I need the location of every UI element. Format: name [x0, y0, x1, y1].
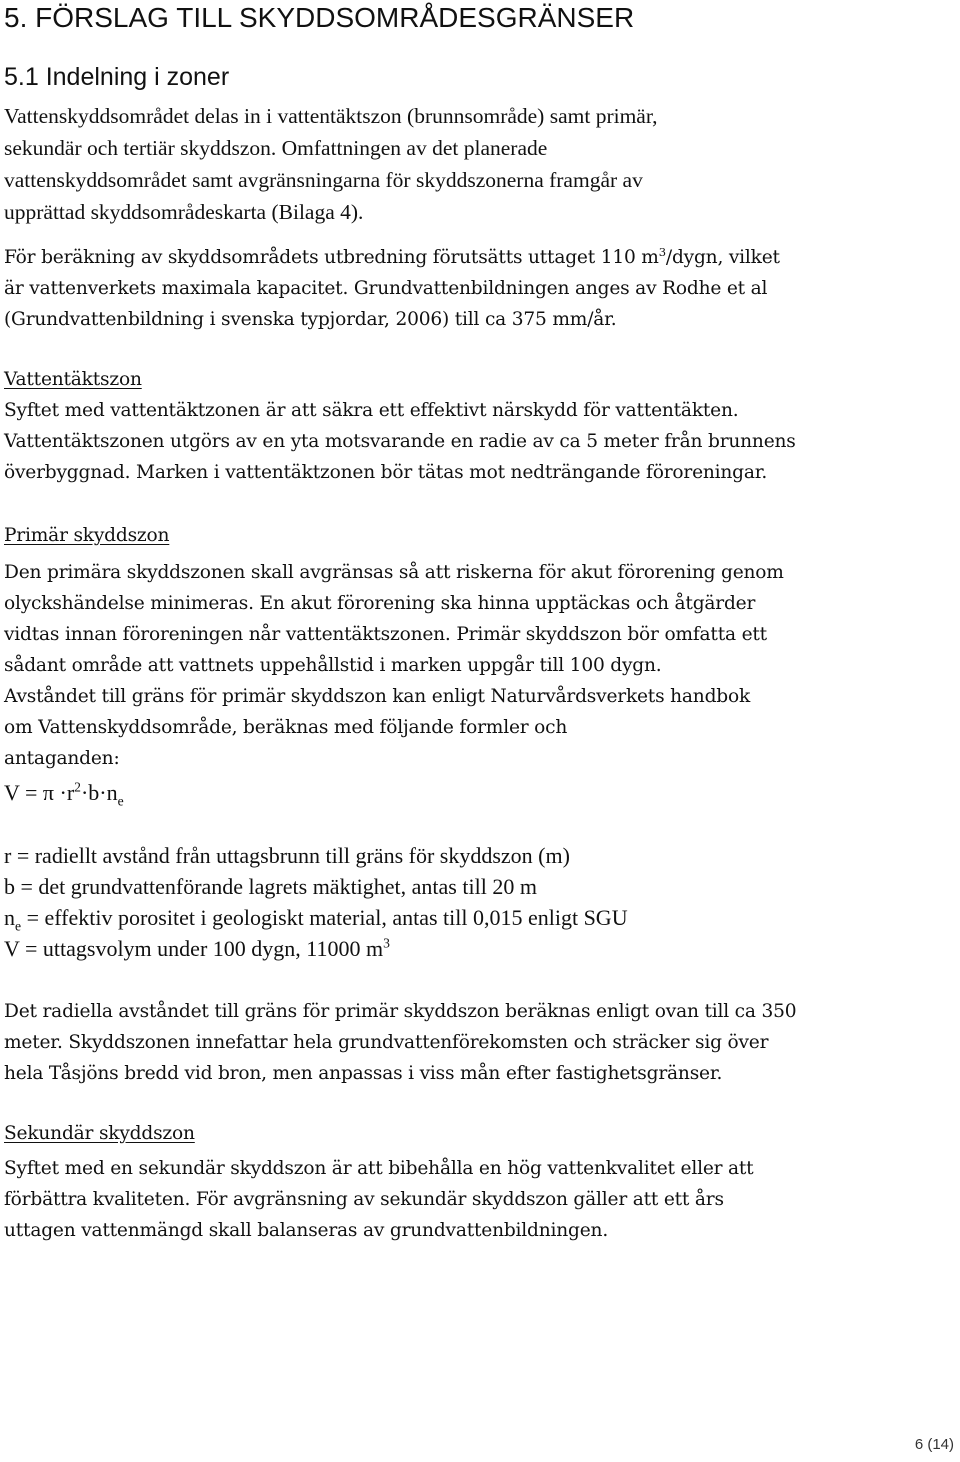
calc-line: är vattenverkets maximala kapacitet. Grundvattenbildningen anges av Rodhe et al: [4, 278, 768, 299]
page-number: 6 (14): [914, 1436, 954, 1453]
result-line: meter. Skyddszonen innefattar hela grundvattenförekomsten och sträcker sig över: [4, 1032, 769, 1053]
intro-line: sekundär och tertiär skyddszon. Omfattningen av det planerade: [4, 136, 548, 160]
definition-v-text: V = uttagsvolym under 100 dygn, 11000 m: [4, 936, 384, 961]
intro-paragraph: [4, 100, 658, 228]
definition-r: r = radiellt avstånd från uttagsbrunn till gräns för skyddszon (m): [4, 843, 570, 868]
primar-line: Avståndet till gräns för primär skyddszon kan enligt Naturvårdsverkets handbok: [4, 686, 751, 707]
calc-line: [4, 242, 780, 273]
sekundar-title: Sekundär skyddszon: [4, 1123, 195, 1144]
primar-line: sådant område att vattnets uppehållstid i marken uppgår till 100 dygn.: [4, 655, 662, 676]
definition-v-sup: 3: [383, 935, 390, 951]
vattentakt-line: Vattentäktszonen utgörs av en yta motsvarande en radie av ca 5 meter från brunnens: [4, 431, 796, 452]
sekundar-line: förbättra kvaliteten. För avgränsning av sekundär skyddszon gäller att ett års: [4, 1189, 724, 1210]
definitions-list: [4, 840, 628, 964]
intro-line: Vattenskyddsområdet delas in i vattentäktszon (brunnsområde) samt primär,: [4, 104, 658, 128]
primar-title: Primär skyddszon: [4, 525, 170, 546]
definition-ne-text: = effektiv porositet i geologiskt material, antas till 0,015 enligt SGU: [21, 905, 628, 930]
definition-ne-var: n: [4, 905, 15, 930]
calc-line-text: /dygn, vilket: [665, 247, 780, 268]
result-line: Det radiella avståndet till gräns för primär skyddszon beräknas enligt ovan till ca 350: [4, 1001, 797, 1022]
sekundar-section: [4, 1118, 753, 1246]
primar-line: Den primära skyddszonen skall avgränsas så att riskerna för akut förorening genom: [4, 562, 784, 583]
formula-exponent: 2: [74, 779, 81, 795]
calculation-paragraph: [4, 242, 780, 335]
calc-line: (Grundvattenbildning i svenska typjordar, 2006) till ca 375 mm/år.: [4, 309, 617, 330]
primar-line: om Vattenskyddsområde, beräknas med följande formler och: [4, 717, 568, 738]
superscript: 3: [658, 244, 666, 259]
formula-lhs: V = π ·r: [4, 780, 75, 805]
vattentakt-title: Vattentäktszon: [4, 369, 142, 390]
calc-line-text: För beräkning av skyddsområdets utbredning förutsätts uttaget 110 m: [4, 247, 659, 268]
formula: [4, 777, 124, 808]
definition-b: b = det grundvattenförande lagrets mäktighet, antas till 20 m: [4, 874, 537, 899]
definition-v: [4, 933, 628, 964]
primar-section: [4, 520, 784, 774]
definition-ne: [4, 902, 628, 933]
sekundar-line: Syftet med en sekundär skyddszon är att bibehålla en hög vattenkvalitet eller att: [4, 1158, 754, 1179]
vattentakt-section: [4, 364, 796, 488]
chapter-heading: 5. FÖRSLAG TILL SKYDDSOMRÅDESGRÄNSER: [4, 2, 635, 33]
definition-ne-sub: e: [15, 918, 22, 934]
result-paragraph: [4, 996, 796, 1089]
vattentakt-line: Syftet med vattentäktzonen är att säkra ett effektivt närskydd för vattentäkten.: [4, 400, 739, 421]
formula-mid: ·b·n: [80, 780, 118, 805]
primar-line: vidtas innan föroreningen når vattentäktszonen. Primär skyddszon bör omfatta ett: [4, 624, 767, 645]
intro-line: upprättad skyddsområdeskarta (Bilaga 4).: [4, 200, 364, 224]
sekundar-line: uttagen vattenmängd skall balanseras av grundvattenbildningen.: [4, 1220, 609, 1241]
vattentakt-line: överbyggnad. Marken i vattentäktzonen bör tätas mot nedträngande föroreningar.: [4, 462, 768, 483]
section-heading: 5.1 Indelning i zoner: [4, 63, 230, 91]
formula-subscript: e: [117, 793, 124, 809]
result-line: hela Tåsjöns bredd vid bron, men anpassas i viss mån efter fastighetsgränser.: [4, 1063, 723, 1084]
primar-line: antaganden:: [4, 748, 120, 769]
primar-line: olyckshändelse minimeras. En akut förorening ska hinna upptäckas och åtgärder: [4, 593, 756, 614]
intro-line: vattenskyddsområdet samt avgränsningarna för skyddszonerna framgår av: [4, 168, 643, 192]
